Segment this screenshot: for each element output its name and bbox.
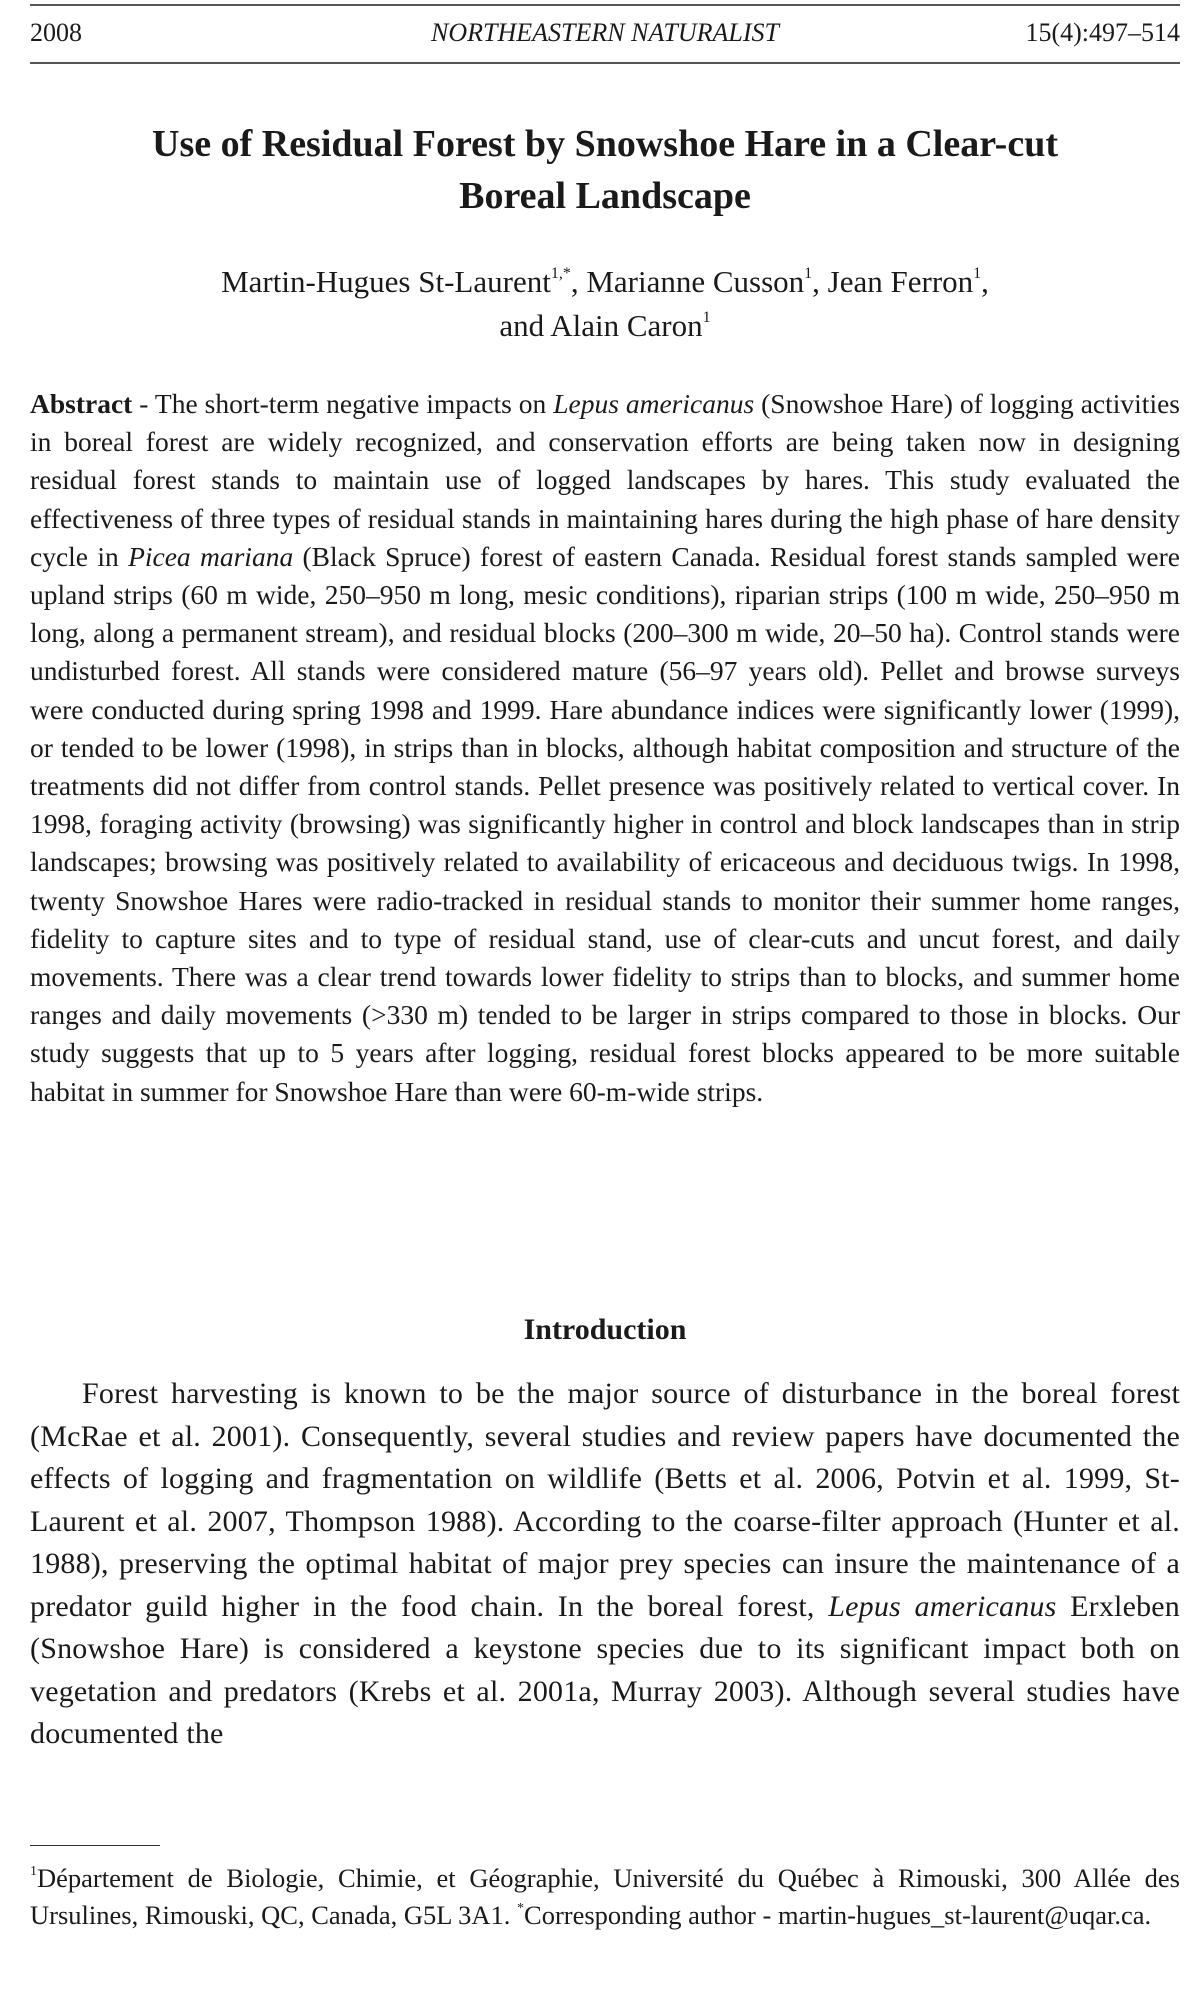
introduction-paragraph	[30, 1373, 1180, 1756]
abstract-dash: -	[132, 388, 155, 419]
article-title-line-2: Boreal Landscape	[459, 175, 751, 217]
species-name: Lepus americanus	[553, 388, 755, 419]
species-name: Lepus americanus	[828, 1589, 1057, 1623]
author-list	[30, 260, 1180, 348]
abstract-text: (Black Spruce) forest of eastern Canada. Residual forest stands sampled were upland strips (60 m wide, 250–950 m long, mesic conditions), riparian strips (100 m wide, 250–950 m long, along a permanent stream), and residual blocks (200–300 m wide, 20–50 ha). Control stands were undisturbed forest. All stands were considered mature (56–97 years old). Pellet and browse surveys were conducted during spring 1998 and 1999. Hare abundance indices were significantly lower (1999), or tended to be lower (1998), in strips than in blocks, although habitat composition and structure of the treatments did not differ from control stands. Pellet presence was positively related to vertical cover. In 1998, foraging activity (browsing) was significantly higher in control and block landscapes than in strip landscapes; browsing was positively related to availability of ericaceous and deciduous twigs. In 1998, twenty Snowshoe Hares were radio-tracked in residual stands to monitor their summer home ranges, fidelity to capture sites and to type of residual stand, use of clear-cuts and uncut forest, and daily movements. There was a clear trend towards lower fidelity to strips than to blocks, and summer home ranges and daily movements (>330 m) tended to be larger in strips compared to those in blocks. Our study suggests that up to 5 years after logging, residual forest blocks appeared to be more suitable habitat in summer for Snowshoe Hare than were 60-m-wide strips.	[30, 540, 1180, 1107]
author-line-1	[30, 260, 1180, 304]
footnote-divider	[30, 1845, 160, 1846]
species-name: Picea mariana	[128, 540, 294, 572]
abstract-label: Abstract	[30, 388, 133, 419]
running-head-volume-pages: 15(4):497–514	[1025, 18, 1180, 47]
introduction-text: Forest harvesting is known to be the major source of disturbance in the boreal forest (McRae et al. 2001). Consequently, several studies and review papers have documented the effects of logging and fragmentation on wildlife (Betts et al. 2006, Potvin et al. 1999, St-Laurent et al. 2007, Thompson 1988). According to the coarse-filter approach (Hunter et al. 1988), preserving the optimal habitat of major prey species can insure the maintenance of a predator guild higher in the food chain. In the boreal forest,	[30, 1377, 1180, 1623]
abstract	[30, 385, 1180, 1111]
article-title-line-1: Use of Residual Forest by Snowshoe Hare in a Clear-cut	[152, 123, 1058, 165]
author-name: Marianne Cusson	[586, 264, 805, 299]
author-separator: ,	[981, 264, 989, 299]
author-name: Jean Ferron	[827, 264, 974, 299]
running-head-year: 2008	[30, 18, 82, 47]
author-line-2	[30, 304, 1180, 348]
author-affiliation-marker: 1	[702, 309, 711, 326]
author-affiliation-marker: 1,*	[550, 265, 571, 282]
abstract-text: (Snowshoe Hare) of logging activities in boreal forest are widely recognized, and conservation efforts are being taken now in designing residual forest stands to maintain use of logged landscapes by hares. This study evaluated the effectiveness of three types of residual stands in maintaining hares during the high phase of hare density cycle in	[30, 388, 1180, 572]
running-head	[30, 4, 1180, 64]
footnote-affiliation: Département de Biologie, Chimie, et Géographie, Université du Québec à Rimouski, 300 Allée des Ursulines, Rimouski, QC, Canada, G5L 3A1.	[30, 1863, 1180, 1930]
author-separator: ,	[570, 264, 587, 299]
introduction-text: Erxleben (Snowshoe Hare) is considered a keystone species due to its significant impact both on vegetation and predators (Krebs et al. 2001a, Murray 2003). Although several studies have documented the	[30, 1589, 1181, 1750]
footnote	[30, 1860, 1180, 1934]
author-affiliation-marker: 1	[804, 265, 813, 282]
author-name: Martin-Hugues St-Laurent	[221, 264, 551, 299]
section-heading-introduction: Introduction	[523, 1313, 687, 1346]
author-name: and Alain Caron	[499, 308, 703, 343]
footnote-marker: 1	[30, 1864, 37, 1879]
author-separator: ,	[812, 264, 828, 299]
footnote-marker: *	[517, 1901, 525, 1916]
running-head-journal: NORTHEASTERN NATURALIST	[431, 18, 779, 47]
author-affiliation-marker: 1	[973, 265, 982, 282]
abstract-text: The short-term negative impacts on	[154, 388, 554, 419]
footnote-corresponding-author: Corresponding author - martin-hugues_st-laurent@uqar.ca.	[524, 1900, 1152, 1930]
article-title	[30, 118, 1180, 222]
